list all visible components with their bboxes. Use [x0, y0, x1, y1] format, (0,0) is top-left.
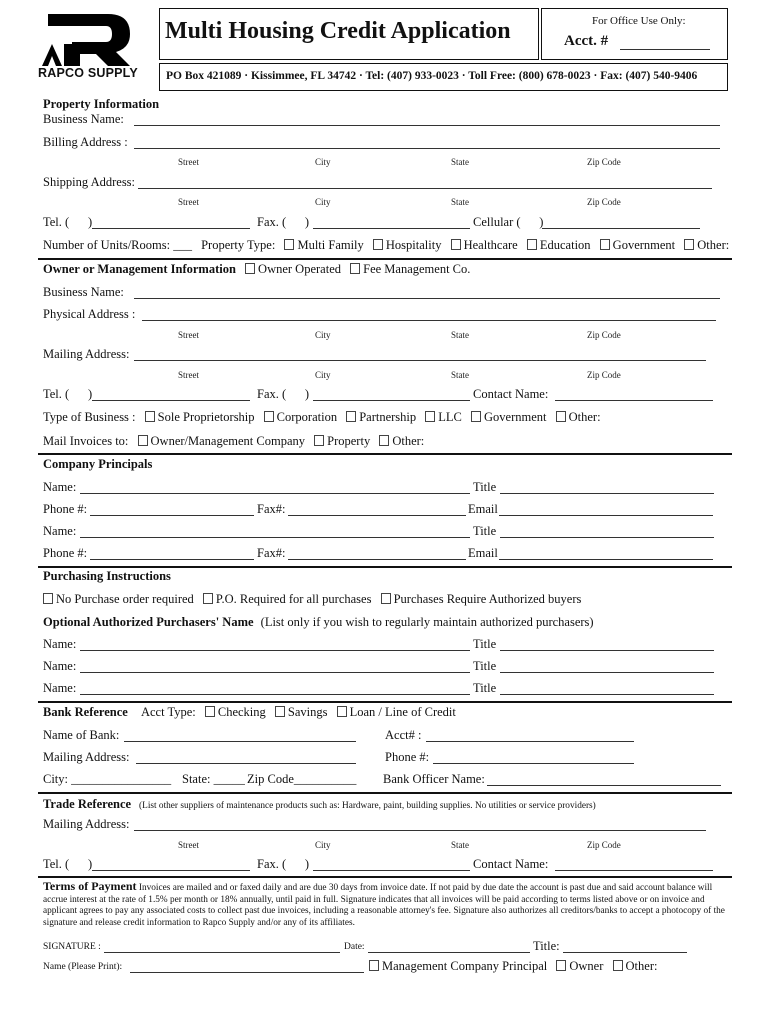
- opt-po-required: P.O. Required for all purchases: [215, 592, 372, 606]
- checkbox-partnership[interactable]: [346, 411, 356, 422]
- opt-hospitality: Hospitality: [385, 238, 442, 252]
- principal-name-field[interactable]: [80, 537, 470, 538]
- principal-title-label: Title: [473, 480, 497, 494]
- principal-name-label: Name:: [43, 480, 77, 494]
- city-sublabel: City: [315, 370, 331, 380]
- checkbox-po-required[interactable]: [203, 593, 213, 604]
- trade-contact-label: Contact Name:: [473, 857, 549, 871]
- units-label: Number of Units/Rooms: ___: [43, 238, 192, 252]
- terms-paragraph: [43, 881, 733, 929]
- property-type-row: [43, 238, 729, 253]
- shipping-field[interactable]: [138, 188, 712, 189]
- cellular-field[interactable]: [542, 228, 700, 229]
- opt-corporation: Corporation: [276, 410, 338, 424]
- tel-label: Tel. ( ): [43, 215, 93, 229]
- zip-sublabel: Zip Code: [587, 157, 621, 167]
- bank-mailing-label: Mailing Address:: [43, 750, 130, 764]
- fax-label: Fax. ( ): [257, 215, 310, 229]
- office-use-box: [541, 8, 728, 60]
- checkbox-owner-management[interactable]: [138, 435, 148, 446]
- opt-government: Government: [612, 238, 676, 252]
- owner-mailing-field[interactable]: [134, 360, 706, 361]
- checkbox-authorized-buyers[interactable]: [381, 593, 391, 604]
- principal-phone-label: Phone #:: [43, 546, 88, 560]
- state-sublabel: State: [451, 197, 469, 207]
- opt-other: Other:: [568, 410, 601, 424]
- checkbox-property[interactable]: [314, 435, 324, 446]
- bank-heading-row: [43, 705, 456, 720]
- purchaser-title-field[interactable]: [500, 672, 714, 673]
- opt-fee-management: Fee Management Co.: [363, 262, 471, 276]
- trade-heading-row: [43, 795, 596, 813]
- principal-name-label: Name:: [43, 524, 77, 538]
- opt-owner: Owner: [569, 959, 604, 973]
- bank-acct-field[interactable]: [426, 741, 634, 742]
- checkbox-sole-proprietorship[interactable]: [145, 411, 155, 422]
- section-divider: [38, 701, 732, 703]
- street-sublabel: Street: [178, 370, 199, 380]
- opt-owner-management: Owner/Management Company: [150, 434, 306, 448]
- principal-title-label: Title: [473, 524, 497, 538]
- opt-other: Other:: [392, 434, 425, 448]
- logo-brand-text: RAPCO SUPPLY: [38, 66, 138, 80]
- purchaser-name-field[interactable]: [80, 672, 470, 673]
- bank-state-field[interactable]: State: _____: [182, 772, 245, 786]
- checkbox-multi-family[interactable]: [284, 239, 294, 250]
- owner-business-name-field[interactable]: [134, 298, 720, 299]
- title-box: [159, 8, 539, 60]
- property-type-label: Property Type:: [201, 238, 276, 252]
- owner-contact-field[interactable]: [555, 400, 713, 401]
- contact-box: [159, 63, 728, 91]
- bank-name-label: Name of Bank:: [43, 728, 120, 742]
- owner-heading-row: [43, 262, 470, 277]
- purchaser-title-label: Title: [473, 637, 497, 651]
- principals-heading: Company Principals: [43, 457, 153, 471]
- optional-purchasers-heading: Optional Authorized Purchasers' Name: [43, 615, 254, 629]
- city-sublabel: City: [315, 330, 331, 340]
- state-sublabel: State: [451, 330, 469, 340]
- purchaser-title-field[interactable]: [500, 694, 714, 695]
- contact-line: PO Box 421089 · Kissimmee, FL 34742 · Tel: (407) 933-0023 · Toll Free: (800) 678-0023 · Fax: (407) 540-9406: [166, 70, 698, 82]
- opt-property: Property: [327, 434, 371, 448]
- trade-mailing-label: Mailing Address:: [43, 817, 130, 831]
- opt-other: Other:: [697, 238, 730, 252]
- property-heading: Property Information: [43, 97, 160, 111]
- checkbox-management-principal[interactable]: [369, 960, 379, 971]
- zip-sublabel: Zip Code: [587, 370, 621, 380]
- trade-contact-field[interactable]: [555, 870, 713, 871]
- bank-officer-field[interactable]: [487, 785, 721, 786]
- owner-tel-field[interactable]: [92, 400, 250, 401]
- bank-zip-field[interactable]: Zip Code__________: [247, 772, 357, 786]
- section-divider: [38, 258, 732, 260]
- opt-sole-proprietorship: Sole Proprietorship: [157, 410, 255, 424]
- principal-email-field[interactable]: [499, 515, 713, 516]
- principal-email-field[interactable]: [499, 559, 713, 560]
- opt-government: Government: [484, 410, 547, 424]
- opt-checking: Checking: [217, 705, 266, 719]
- checkbox-other[interactable]: [379, 435, 389, 446]
- checkbox-owner[interactable]: [556, 960, 566, 971]
- terms-heading: Terms of Payment: [43, 879, 137, 893]
- bank-officer-label: Bank Officer Name:: [383, 772, 485, 786]
- checkbox-other[interactable]: [613, 960, 623, 971]
- mail-invoices-label: Mail Invoices to:: [43, 434, 129, 448]
- opt-owner-operated: Owner Operated: [258, 262, 341, 276]
- acct-field[interactable]: [620, 49, 710, 50]
- bank-heading: Bank Reference: [43, 705, 128, 719]
- bank-phone-field[interactable]: [433, 763, 634, 764]
- principal-title-field[interactable]: [500, 493, 714, 494]
- checkbox-fee-management[interactable]: [350, 263, 360, 274]
- principal-fax-field[interactable]: [288, 559, 466, 560]
- owner-contact-label: Contact Name:: [473, 387, 549, 401]
- trade-note: (List other suppliers of maintenance products such as: Hardware, paint, building supplies. No utilities or service providers): [139, 801, 596, 811]
- trade-fax-label: Fax. ( ): [257, 857, 310, 871]
- business-type-row: [43, 410, 601, 425]
- physical-address-field[interactable]: [142, 320, 716, 321]
- principal-phone-field[interactable]: [90, 559, 254, 560]
- street-sublabel: Street: [178, 330, 199, 340]
- mail-invoices-row: [43, 434, 424, 449]
- checkbox-checking[interactable]: [205, 706, 215, 717]
- city-sublabel: City: [315, 840, 331, 850]
- principal-phone-field[interactable]: [90, 515, 254, 516]
- purchaser-title-label: Title: [473, 681, 497, 695]
- purchaser-title-field[interactable]: [500, 650, 714, 651]
- zip-sublabel: Zip Code: [587, 330, 621, 340]
- optional-purchasers-row: [43, 615, 594, 630]
- purchasing-options-row: [37, 592, 581, 607]
- billing-field[interactable]: [134, 148, 720, 149]
- signature-title-label: Title:: [533, 939, 560, 953]
- opt-loan: Loan / Line of Credit: [349, 705, 456, 719]
- checkbox-government[interactable]: [600, 239, 610, 250]
- date-label: Date:: [344, 942, 365, 952]
- principal-fax-label: Fax#:: [257, 502, 286, 516]
- opt-other: Other:: [625, 959, 658, 973]
- optional-purchasers-note: (List only if you wish to regularly maintain authorized purchasers): [260, 615, 594, 629]
- checkbox-corporation[interactable]: [264, 411, 274, 422]
- principal-phone-label: Phone #:: [43, 502, 88, 516]
- checkbox-llc[interactable]: [425, 411, 435, 422]
- opt-authorized-buyers: Purchases Require Authorized buyers: [393, 592, 582, 606]
- opt-healthcare: Healthcare: [463, 238, 518, 252]
- state-sublabel: State: [451, 840, 469, 850]
- principal-email-label: Email: [468, 502, 498, 516]
- business-type-label: Type of Business :: [43, 410, 136, 424]
- purchaser-name-label: Name:: [43, 659, 77, 673]
- principal-fax-label: Fax#:: [257, 546, 286, 560]
- checkbox-other[interactable]: [556, 411, 566, 422]
- owner-mailing-label: Mailing Address:: [43, 347, 130, 361]
- checkbox-government[interactable]: [471, 411, 481, 422]
- purchaser-title-label: Title: [473, 659, 497, 673]
- opt-multi-family: Multi Family: [297, 238, 364, 252]
- owner-business-name-label: Business Name:: [43, 285, 124, 299]
- city-sublabel: City: [315, 197, 331, 207]
- city-sublabel: City: [315, 157, 331, 167]
- trade-heading: Trade Reference: [43, 797, 132, 811]
- purchaser-name-field[interactable]: [80, 650, 470, 651]
- print-name-field[interactable]: [130, 972, 364, 973]
- checkbox-savings[interactable]: [275, 706, 285, 717]
- bank-acct-label: Acct# :: [385, 728, 422, 742]
- purchaser-name-label: Name:: [43, 681, 77, 695]
- print-name-label: Name (Please Print):: [43, 962, 123, 972]
- checkbox-healthcare[interactable]: [451, 239, 461, 250]
- bank-city-field[interactable]: City: ________________: [43, 772, 172, 786]
- acct-type-label: Acct Type:: [140, 705, 196, 719]
- section-divider: [38, 876, 732, 878]
- zip-sublabel: Zip Code: [587, 197, 621, 207]
- office-use-label: For Office Use Only:: [592, 15, 686, 27]
- checkbox-other[interactable]: [684, 239, 694, 250]
- bank-mailing-field[interactable]: [136, 763, 356, 764]
- opt-education: Education: [539, 238, 591, 252]
- street-sublabel: Street: [178, 197, 199, 207]
- principal-email-label: Email: [468, 546, 498, 560]
- opt-management-principal: Management Company Principal: [382, 959, 548, 973]
- checkbox-owner-operated[interactable]: [245, 263, 255, 274]
- trade-tel-field[interactable]: [92, 870, 250, 871]
- business-name-field[interactable]: [134, 125, 720, 126]
- fax-field[interactable]: [313, 228, 470, 229]
- purchaser-name-label: Name:: [43, 637, 77, 651]
- opt-llc: LLC: [438, 410, 462, 424]
- section-divider: [38, 792, 732, 794]
- checkbox-loan[interactable]: [337, 706, 347, 717]
- checkbox-no-po[interactable]: [43, 593, 53, 604]
- state-sublabel: State: [451, 157, 469, 167]
- owner-heading: Owner or Management Information: [43, 262, 236, 276]
- bank-name-field[interactable]: [124, 741, 356, 742]
- principal-name-field[interactable]: [80, 493, 470, 494]
- signature-title-field[interactable]: [563, 952, 687, 953]
- street-sublabel: Street: [178, 840, 199, 850]
- section-divider: [38, 566, 732, 568]
- zip-sublabel: Zip Code: [587, 840, 621, 850]
- trade-mailing-field[interactable]: [134, 830, 706, 831]
- trade-fax-field[interactable]: [313, 870, 470, 871]
- business-name-label: Business Name:: [43, 112, 124, 126]
- principal-title-field[interactable]: [500, 537, 714, 538]
- shipping-label: Shipping Address:: [43, 175, 136, 189]
- acct-label: Acct. #: [564, 33, 609, 49]
- owner-fax-field[interactable]: [313, 400, 470, 401]
- bank-phone-label: Phone #:: [385, 750, 430, 764]
- rapco-logo: [38, 12, 138, 80]
- street-sublabel: Street: [178, 157, 199, 167]
- physical-address-label: Physical Address :: [43, 307, 136, 321]
- terms-text: Invoices are mailed and or faxed daily and are due 30 days from invoice date. If not paid by due date the account is past due and said account balance will accrue interest at the rate of 1.5% per month or 18% annually, until paid in full. Signature indicates that all invoices will be paid according to terms listed above or on invoice and applicant agrees to pay any associated costs to collect past due invoices, including a reasonable attorney's fee. Signature also authorizes all creditors/banks to accept a photocopy of the signature and release credit information to Rapco Supply and/or any of its affiliates.: [43, 883, 725, 928]
- trade-tel-label: Tel. ( ): [43, 857, 93, 871]
- checkbox-education[interactable]: [527, 239, 537, 250]
- date-field[interactable]: [368, 952, 530, 953]
- owner-tel-label: Tel. ( ): [43, 387, 93, 401]
- purchasing-heading: Purchasing Instructions: [43, 569, 171, 583]
- opt-no-po: No Purchase order required: [56, 592, 194, 606]
- signer-role-row: [363, 959, 657, 974]
- checkbox-hospitality[interactable]: [373, 239, 383, 250]
- cellular-label: Cellular ( ): [473, 215, 544, 229]
- opt-savings: Savings: [287, 705, 328, 719]
- owner-fax-label: Fax. ( ): [257, 387, 310, 401]
- section-divider: [38, 453, 732, 455]
- signature-field[interactable]: [104, 952, 340, 953]
- billing-label: Billing Address :: [43, 135, 128, 149]
- page-title: Multi Housing Credit Application: [165, 18, 511, 44]
- principal-fax-field[interactable]: [288, 515, 466, 516]
- opt-partnership: Partnership: [359, 410, 417, 424]
- signature-label: SIGNATURE :: [43, 942, 101, 952]
- state-sublabel: State: [451, 370, 469, 380]
- purchaser-name-field[interactable]: [80, 694, 470, 695]
- tel-field[interactable]: [92, 228, 250, 229]
